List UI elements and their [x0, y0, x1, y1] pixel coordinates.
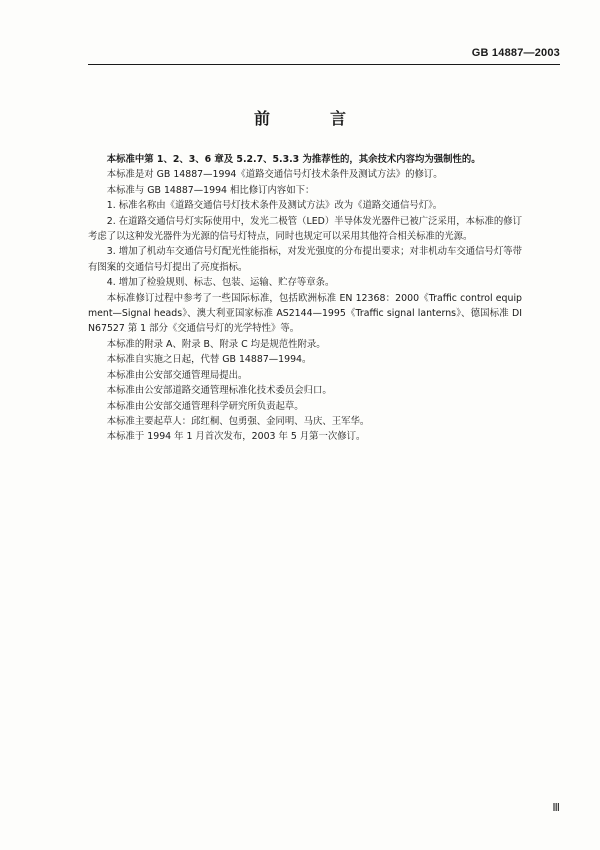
- paragraph-scope-statement: 本标准中第 1、2、3、6 章及 5.2.7、5.3.3 为推荐性的，其余技术内容均为强制性的。: [106, 154, 481, 165]
- header-rule: [88, 64, 560, 65]
- paragraph: 4. 增加了检验规则、标志、包装、运输、贮存等章条。: [106, 277, 335, 289]
- standard-code: GB 14887—2003: [471, 47, 560, 59]
- paragraph: 本标准由公安部交通管理科学研究所负责起草。: [106, 400, 304, 412]
- paragraph: 本标准主要起草人：邱红桐、包勇强、金同明、马庆、王军华。: [106, 415, 370, 427]
- foreword-body: [88, 152, 522, 445]
- paragraph: 本标准的附录 A、附录 B、附录 C 均是规范性附录。: [106, 338, 326, 350]
- paragraph: 本标准于 1994 年 1 月首次发布，2003 年 5 月第一次修订。: [106, 431, 366, 443]
- paragraph: 本标准由公安部道路交通管理标准化技术委员会归口。: [106, 385, 332, 397]
- paragraph: 3. 增加了机动车交通信号灯配光性能指标，对发光强度的分布提出要求；对非机动车交通信号灯等带有图案的交通信号灯提出了亮度指标。: [88, 246, 522, 273]
- paragraph: 2. 在道路交通信号灯实际使用中，发光二极管（LED）半导体发光器件已被广泛采用，本标准的修订考虑了以这种发光器件为光源的信号灯特点，同时也规定可以采用其他符合相关标准的光源。: [88, 215, 522, 243]
- paragraph: 本标准修订过程中参考了一些国际标准，包括欧洲标准 EN 12368：2000《Traffic control equipment—Signal heads》、澳大利亚国家标准 AS2144—1995《Traffic signal lanterns》、德国标准 DIN67527 第 1 部分《交通信号灯的光学特性》等。: [88, 292, 522, 335]
- paragraph: 本标准由公安部交通管理局提出。: [106, 369, 248, 381]
- paragraph: 本标准是对 GB 14887—1994《道路交通信号灯技术条件及测试方法》的修订。: [106, 169, 443, 181]
- paragraph: 本标准自实施之日起，代替 GB 14887—1994。: [106, 354, 312, 366]
- page-number: Ⅲ: [552, 802, 560, 814]
- paragraph: 1. 标准名称由《道路交通信号灯技术条件及测试方法》改为《道路交通信号灯》。: [106, 200, 443, 212]
- page-title: 前 言: [253, 109, 368, 128]
- paragraph: 本标准与 GB 14887—1994 相比修订内容如下：: [106, 184, 315, 196]
